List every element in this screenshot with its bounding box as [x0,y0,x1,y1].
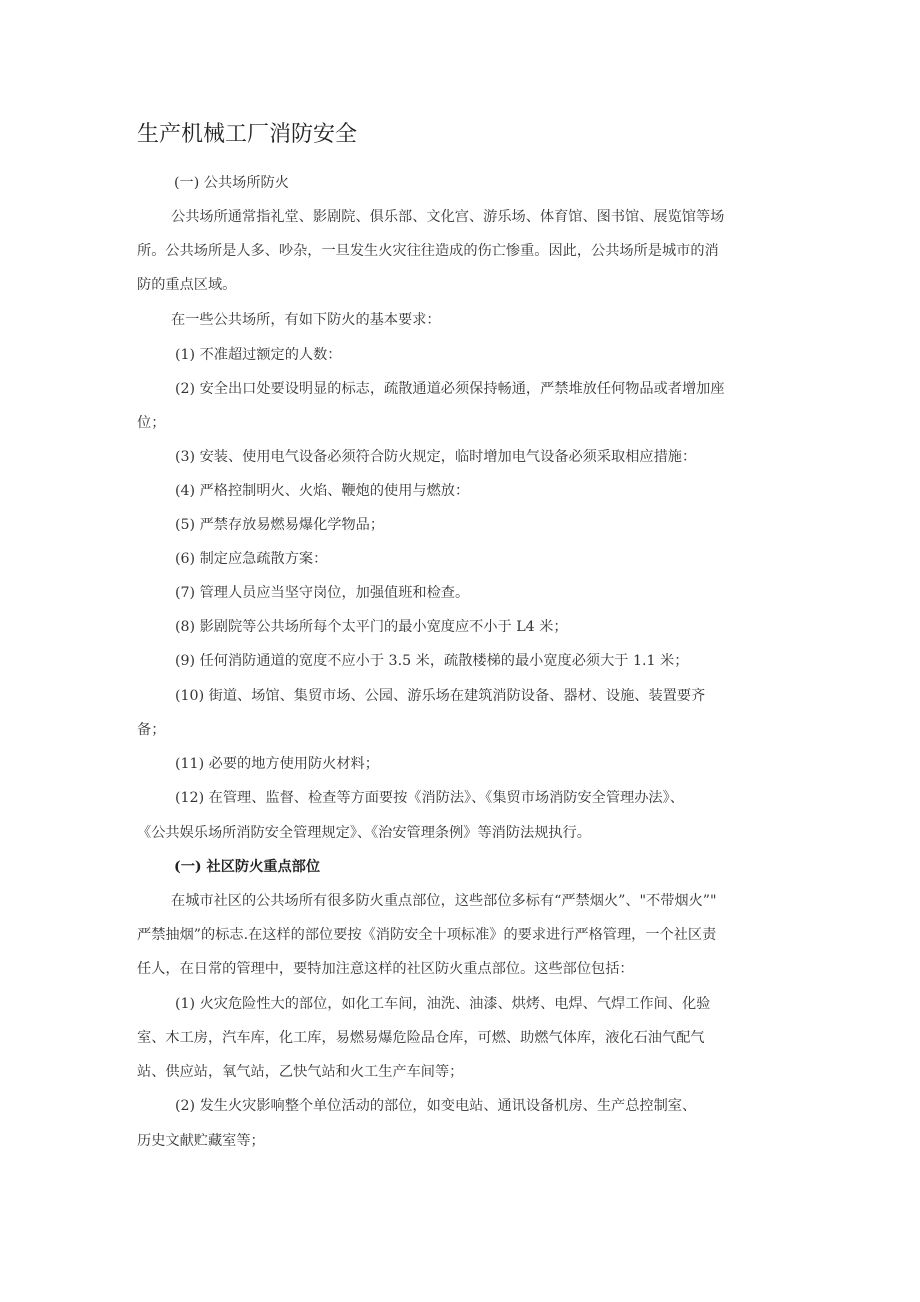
list-item: (7) 管理人员应当坚守岗位，加强值班和检查。 [175,585,470,601]
list-item: (3) 安装、使用电气设备必须符合防火规定，临时增加电气设备必须采取相应措施： [175,449,697,465]
list-item: (1) 火灾危险性大的部位，如化工车间，油洗、油漆、烘烤、电焊、气焊工作间、化验 [175,996,711,1012]
list-item: (8) 影剧院等公共场所每个太平门的最小宽度应不小于 L4 米； [175,619,568,635]
paragraph-line: 任人，在日常的管理中，要特加注意这样的社区防火重点部位。这些部位包括： [137,961,634,977]
list-item: (12) 在管理、监督、检查等方面要按《消防法》、《集贸市场消防安全管理办法》、 [175,790,684,806]
section-heading-public-places: (一) 公共场所防火 [174,175,289,191]
list-item-continuation: 《公共娱乐场所消防安全管理规定》、《治安管理条例》等消防法规执行。 [137,825,591,841]
list-item: (9) 任何消防通道的宽度不应小于 3.5 米，疏散楼梯的最小宽度必须大于 1.1 米； [175,653,689,669]
list-item-continuation: 站、供应站，氧气站，乙快气站和火工生产车间等； [137,1064,464,1080]
list-item: (5) 严禁存放易燃易爆化学物品； [175,517,385,533]
paragraph-line: 在一些公共场所，有如下防火的基本要求： [171,312,441,328]
list-item: (1) 不准超过额定的人数： [175,347,342,363]
list-item: (2) 发生火灾影响整个单位活动的部位，如变电站、通讯设备机房、生产总控制室、 [175,1098,697,1114]
list-item-continuation: 历史文献贮藏室等； [137,1133,265,1149]
list-item-continuation: 备； [137,722,166,738]
list-item: (2) 安全出口处要设明显的标志，疏散通道必须保持畅通，严禁堆放任何物品或者增加座 [175,381,725,397]
paragraph-line: 在城市社区的公共场所有很多防火重点部位，这些部位多标有“严禁烟火”、"不带烟火”" [171,893,717,909]
list-item: (4) 严格控制明火、火焰、鞭炮的使用与燃放： [175,483,470,499]
paragraph-line: 防的重点区域。 [137,277,237,293]
paragraph-line: 所。公共场所是人多、吵杂，一旦发生火灾往往造成的伤亡惨重。因此，公共场所是城市的消 [137,243,719,259]
list-item: (11) 必要的地方使用防火材料； [175,756,379,772]
section-heading-community: (一) 社区防火重点部位 [174,859,321,875]
list-item: (10) 街道、场馆、集贸市场、公园、游乐场在建筑消防设备、器材、设施、装置要齐 [175,688,706,704]
list-item: (6) 制定应急疏散方案： [175,551,328,567]
paragraph-line: 公共场所通常指礼堂、影剧院、俱乐部、文化宫、游乐场、体育馆、图书馆、展览馆等场 [171,209,725,225]
list-item-continuation: 位； [137,415,166,431]
document-title: 生产机械工厂消防安全 [137,122,358,147]
paragraph-line: 严禁抽烟”的标志.在这样的部位要按《消防安全十项标准》的要求进行严格管理，一个社区责 [137,927,717,943]
list-item-continuation: 室、木工房，汽车库，化工库，易燃易爆危险品仓库，可燃、助燃气体库，液化石油气配气 [137,1030,705,1046]
